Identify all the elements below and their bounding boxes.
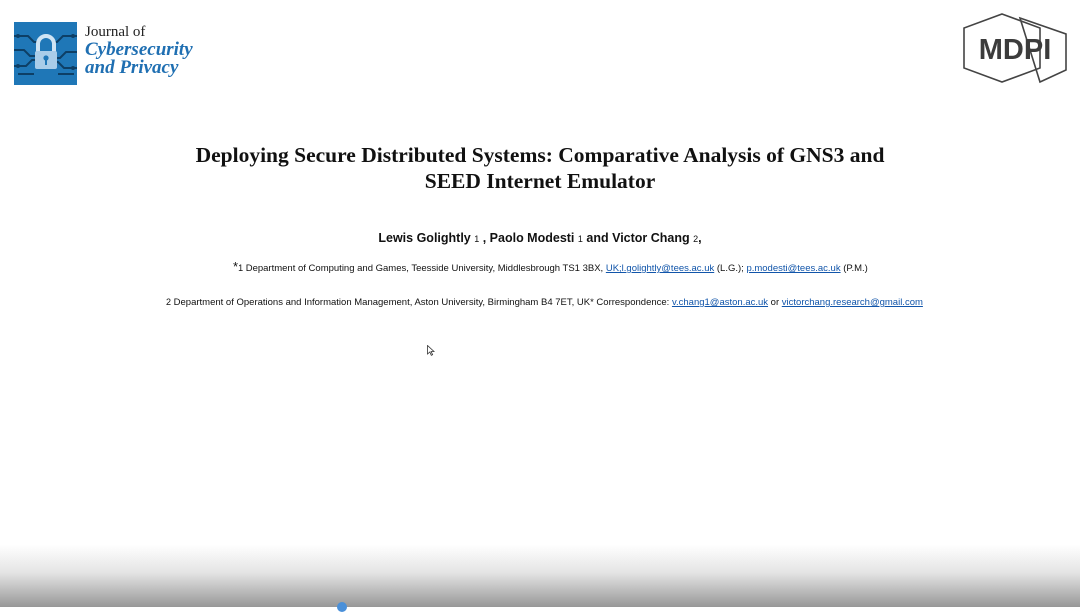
lock-circuit-icon [14,22,77,85]
author-golightly: Lewis Golightly [378,231,471,245]
author-chang-affil: 2 [693,234,699,244]
email-link-modesti[interactable]: p.modesti@tees.ac.uk [746,263,841,274]
paper-title [120,142,960,194]
mouse-cursor-icon [427,343,435,361]
author-modesti: Paolo Modesti [489,231,575,245]
playback-scrubber-handle[interactable] [337,602,347,612]
affiliation-2 [166,297,923,308]
author-list [0,231,1080,245]
affiliation-2-mid: or [768,297,782,308]
affiliation-1-number: 1 [238,263,244,273]
corresponding-star: * [233,259,239,274]
journal-name [85,23,193,77]
paper-title-line2: SEED Internet Emulator [424,169,656,193]
video-controls-overlay [0,545,1080,607]
email-link-golightly[interactable]: UK;l.golightly@tees.ac.uk [605,263,715,274]
affiliation-1-end: (P.M.) [840,263,868,274]
journal-name-line3: and Privacy [85,57,179,78]
email-link-chang-gmail[interactable]: victorchang.research@gmail.com [781,297,923,308]
author-chang: Victor Chang [612,231,690,245]
affiliation-1-text: Department of Computing and Games, Teesside University, Middlesbrough TS1 3BX, [243,263,606,274]
author-list-end: , [698,231,702,245]
journal-name-line1: Journal of [85,24,146,40]
paper-title-line1: Deploying Secure Distributed Systems: Comparative Analysis of GNS3 and [195,143,885,167]
mdpi-hexagon-logo [960,12,1072,86]
author-separator-and: and [582,231,613,245]
affiliation-1-mid: (L.G.); [714,263,747,274]
author-modesti-affil: 1 [577,234,583,244]
author-golightly-affil: 1 [474,234,480,244]
email-link-chang-aston[interactable]: v.chang1@aston.ac.uk [671,297,769,308]
journal-name-line2: Cybersecurity [85,39,193,60]
affiliation-2-number: 2 [166,297,172,307]
mdpi-logo-text: MDPI [978,34,1052,66]
journal-logo [14,22,193,85]
author-separator: , [479,231,490,245]
affiliation-1 [233,259,868,274]
affiliation-2-text: Department of Operations and Information Management, Aston University, Birmingham B4 7ET, UK* Correspondence: [171,297,672,308]
